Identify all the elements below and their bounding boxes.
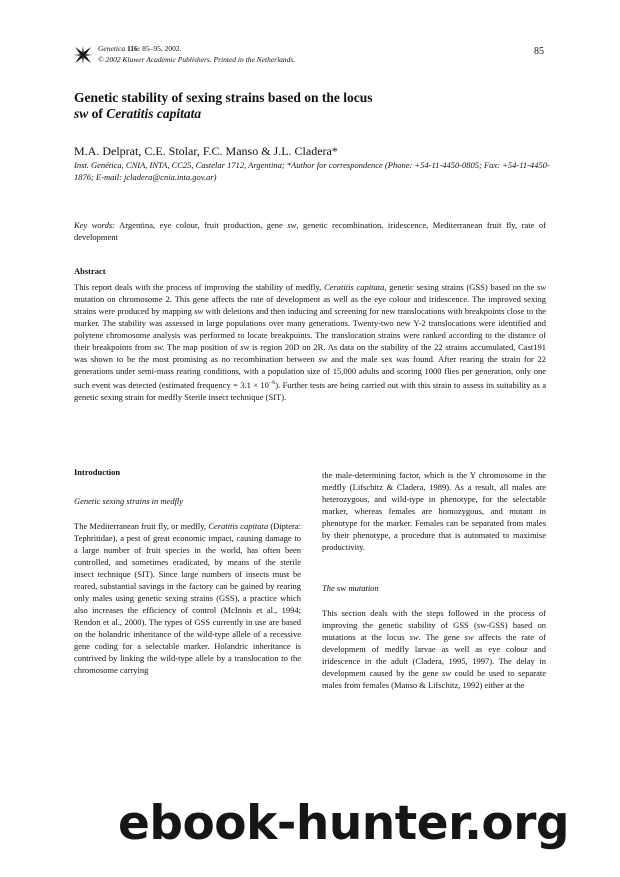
author-list: M.A. Delprat, C.E. Stolar, F.C. Manso & J.L. Cladera* bbox=[74, 144, 338, 158]
title-gene: sw bbox=[74, 106, 89, 121]
kluwer-logo-icon bbox=[73, 45, 93, 65]
subheading-gene: sw bbox=[336, 583, 347, 593]
sw-text: could be used to separate males from females (Manso & Lifschitz, 1992) either at the bbox=[322, 668, 546, 690]
abstract-heading: Abstract bbox=[74, 266, 106, 276]
abstract-text: This report deals with the process of improving the stability of medfly, bbox=[74, 282, 324, 292]
page-number: 85 bbox=[534, 46, 544, 57]
introduction-paragraph bbox=[74, 520, 301, 676]
title-line-1: Genetic stability of sexing strains based on the locus bbox=[74, 90, 373, 105]
sw-mutation-subheading bbox=[322, 583, 546, 593]
abstract-text: is region 20D on 2R. As data on the stability of the 22 strains accumulated, Cast191 was shown to be the most promising as no recombination between bbox=[74, 342, 546, 364]
abstract-gene: sw bbox=[318, 354, 328, 364]
abstract-gene: sw bbox=[537, 282, 546, 292]
abstract-text: ). Further tests are being carried out with this strain to assess its suitability as a genetic sexing strain for medfly Sterile insect technique (SIT). bbox=[74, 379, 546, 402]
journal-citation bbox=[98, 44, 295, 65]
abstract-text: and the male sex was found. After rearing the strain for 22 generations under semi-mass rearing conditions, with a population size of 15,000 adults and scoring 1000 flies per generation, only one such event was detected (estimated frequency = 3.1 × 10 bbox=[74, 354, 546, 390]
right-column-paragraph-1: the male-determining factor, which is the Y chromosome in the medfly (Lifschitz & Cladera, 1989). As a result, all males are heterozygous, and wild-type in phenotype, for the selectable marker, whereas females are homozygous, and mutant in phenotype for the marker. Females can be separated from males by their phenotype, a procedure that is automated to maximise productivity. bbox=[322, 470, 546, 552]
journal-name: Genetica bbox=[98, 44, 126, 53]
affiliation: Inst. Genética, CNIA, INTA, CC25, Castelar 1712, Argentina; *Author for correspondence (Phone: +54-11-4450-0805; Fax: +54-11-4450-1876; E-mail: jcladera@cnia.inta.gov.ar) bbox=[74, 160, 550, 182]
paper-title bbox=[74, 90, 554, 122]
journal-volume: 116: bbox=[126, 44, 141, 53]
abstract-text: mutation on chromosome 2. This gene affects the rate of development as well as the eye colour and iridescence. The improved sexing strains were produced by mapping bbox=[74, 294, 546, 316]
keywords-label: Key words: bbox=[74, 220, 116, 230]
abstract-exponent: −6 bbox=[268, 380, 276, 386]
keywords bbox=[74, 219, 546, 243]
sw-gene: sw bbox=[442, 668, 451, 678]
abstract-text: with deletions and then inducing and screening for new translocations with breakpoints close to the marker. The stability was assessed in large populations over many generations. Twenty-two new Y-2 translocations were identified and polytene chromosome analysis was performed to locate breakpoints. The translocation strains were ranked according to the distance of their breakpoints from bbox=[74, 306, 546, 352]
journal-pages: 85–95, 2002. bbox=[142, 44, 182, 53]
sw-gene: sw bbox=[409, 632, 419, 642]
introduction-heading: Introduction bbox=[74, 467, 121, 477]
intro-text: The Mediterranean fruit fly, or medfly, bbox=[74, 521, 209, 531]
abstract-gene: sw bbox=[240, 342, 250, 352]
intro-species: Ceratitis capitata bbox=[208, 521, 269, 531]
keywords-gene: sw bbox=[287, 220, 297, 230]
gss-subheading: Genetic sexing strains in medfly bbox=[74, 496, 184, 506]
watermark: ebook-hunter.org bbox=[118, 796, 570, 851]
sw-text: affects the rate of development of medfly larvae as well as eye colour and iridescence in the adult (Cladera, 1995, 1997). The delay in development caused by the gene bbox=[322, 632, 547, 678]
abstract-gene: sw. bbox=[153, 342, 165, 352]
sw-text: . The gene bbox=[418, 632, 465, 642]
right-column-paragraph-2 bbox=[322, 607, 546, 691]
sw-gene: sw bbox=[464, 632, 474, 642]
intro-text-rest: (Diptera: Tephritidae), a pest of great economic impact, causing damage to a large number of fruit species in the world, has often been controlled, and sometimes eradicated, by means of the sterile insect technique (SIT). Since large numbers of insects must be reared, substantial savings in the factory can be gained by rearing only males using genetic sexing strains (GSS), a practice which also increases the efficiency of control (McInnis et al., 1994; Rendon et al., 2000). The types of GSS currently in use are based on the holandric inheritance of the wild-type allele of a recessive gene coding for a selectable marker. Holandric inheritance is contrived by linking the wild-type allele by a translocation to the chromosome carrying bbox=[74, 521, 301, 675]
abstract-gene: sw bbox=[194, 306, 204, 316]
abstract-text: The map position of bbox=[164, 342, 241, 352]
keywords-text-rest: , genetic recombination, iridescence, Mediterranean fruit fly, rate of development bbox=[74, 220, 547, 242]
abstract-species: Ceratitis capitata bbox=[324, 282, 385, 292]
copyright-line: © 2002 Kluwer Academic Publishers. Printed in the Netherlands. bbox=[98, 54, 296, 64]
abstract-body bbox=[74, 281, 546, 403]
subheading-text: The bbox=[322, 583, 337, 593]
title-of: of bbox=[88, 106, 107, 121]
title-species: Ceratitis capitata bbox=[106, 106, 202, 121]
sw-text: This section deals with the steps followed in the process of improving the genetic stability of GSS (sw-GSS) based on mutations at the locus bbox=[322, 608, 546, 642]
subheading-text-rest: mutation bbox=[346, 583, 379, 593]
abstract-text: , genetic sexing strains (GSS) based on the bbox=[384, 282, 538, 292]
keywords-text: Argentina, eye colour, fruit production, gene bbox=[115, 220, 288, 230]
